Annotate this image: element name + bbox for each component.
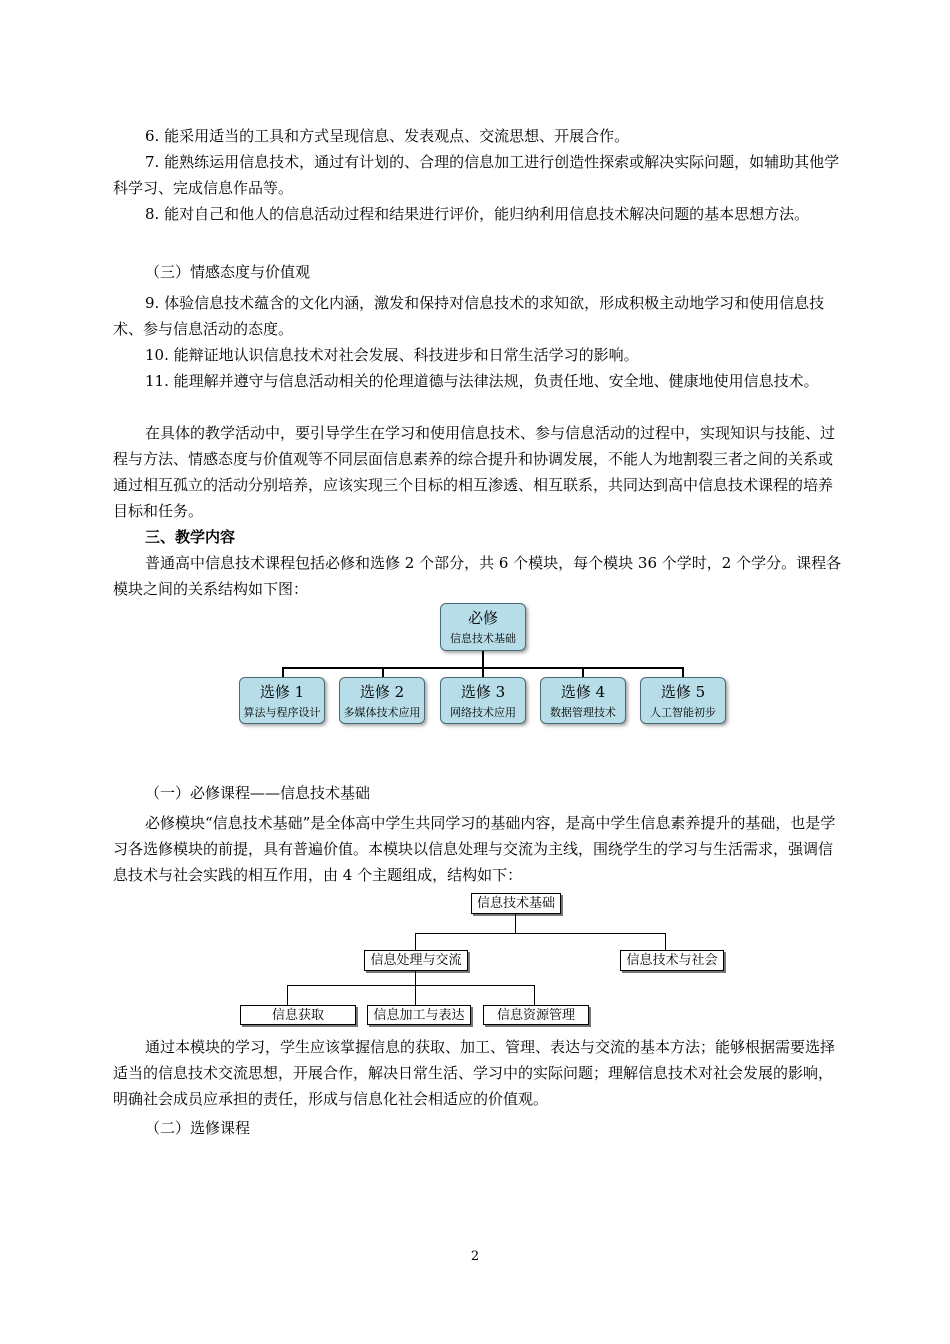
goal-item-7: 7. 能熟练运用信息技术，通过有计划的、合理的信息加工进行创造性探索或解决实际问题，如辅助其他学科学习、完成信息作品等。 — [113, 153, 840, 197]
connector-line — [534, 985, 535, 1005]
module-title: 必修 — [467, 609, 498, 627]
goal-item-9: 9. 体验信息技术蕴含的文化内涵，激发和保持对信息技术的求知欲，形成积极主动地学习和使用信息技术、参与信息活动的态度。 — [113, 294, 825, 338]
module-elective-3-box — [440, 677, 526, 724]
topic-root-box: 信息技术基础 — [471, 893, 561, 914]
goal-item-10: 10. 能辩证地认识信息技术对社会发展、科技进步和日常生活学习的影响。 — [145, 346, 639, 364]
connector-line — [665, 933, 666, 950]
topic-info-processing-expression-box: 信息加工与表达 — [367, 1005, 471, 1025]
connector-line — [482, 651, 484, 668]
module-elective-5-box — [640, 677, 726, 724]
module-title: 选修 2 — [359, 683, 405, 701]
topic-info-acquisition-box: 信息获取 — [240, 1005, 356, 1025]
module-subtitle: 多媒体技术应用 — [343, 706, 421, 719]
module-required-box — [440, 603, 526, 651]
connector-line — [415, 971, 416, 1005]
module-subtitle: 人工智能初步 — [650, 706, 716, 719]
module-title: 选修 5 — [660, 683, 706, 701]
goal-item-11: 11. 能理解并遵守与信息活动相关的伦理道德与法律法规，负责任地、安全地、健康地使用信息技术。 — [145, 372, 819, 390]
module-elective-1-box — [239, 677, 325, 724]
section-heading-content: 三、教学内容 — [145, 528, 236, 546]
module-title: 选修 3 — [460, 683, 506, 701]
module-subtitle: 信息技术基础 — [450, 632, 516, 645]
summary-paragraph: 在具体的教学活动中，要引导学生在学习和使用信息技术、参与信息活动的过程中，实现知识与技能、过程与方法、情感态度与价值观等不同层面信息素养的综合提升和协调发展，不能人为地割裂三者之间的关系或通过相互孤立的活动分别培养，应该实现三个目标的相互渗透、相互联系，共同达到高中信息技术课程的培养目标和任务。 — [113, 424, 836, 520]
module-subtitle: 算法与程序设计 — [243, 706, 321, 719]
connector-line — [287, 985, 288, 1005]
connector-line — [415, 933, 416, 950]
subsection-heading-elective: （二）选修课程 — [145, 1119, 251, 1137]
module-subtitle: 数据管理技术 — [550, 706, 616, 719]
connector-line — [415, 933, 666, 934]
connector-line — [287, 985, 535, 986]
module-title: 选修 1 — [259, 683, 305, 701]
module-subtitle: 网络技术应用 — [450, 706, 516, 719]
goal-item-6: 6. 能采用适当的工具和方式呈现信息、发表观点、交流思想、开展合作。 — [145, 127, 630, 145]
section3-intro: 普通高中信息技术课程包括必修和选修 2 个部分，共 6 个模块，每个模块 36 个学时，2 个学分。课程各模块之间的关系结构如下图： — [113, 554, 842, 598]
module-elective-2-box — [339, 677, 425, 724]
page-number: 2 — [470, 1249, 480, 1264]
topic-info-processing-box: 信息处理与交流 — [364, 950, 468, 971]
module-elective-4-box — [540, 677, 626, 724]
required-module-paragraph: 必修模块“信息技术基础”是全体高中学生共同学习的基础内容，是高中学生信息素养提升的基础，也是学习各选修模块的前提，具有普遍价值。本模块以信息处理与交流为主线，围绕学生的学习与生活需求，强调信息技术与社会实践的相互作用，由 4 个主题组成，结构如下： — [113, 814, 836, 884]
learning-outcome-paragraph: 通过本模块的学习，学生应该掌握信息的获取、加工、管理、表达与交流的基本方法；能够根据需要选择适当的信息技术交流思想，开展合作，解决日常生活、学习中的实际问题；理解信息技术对社会发展的影响，明确社会成员应承担的责任，形成与信息化社会相适应的价值观。 — [113, 1038, 836, 1108]
goal-item-8: 8. 能对自己和他人的信息活动过程和结果进行评价，能归纳利用信息技术解决问题的基本思想方法。 — [145, 205, 810, 223]
topic-info-resource-management-box: 信息资源管理 — [483, 1005, 589, 1025]
module-title: 选修 4 — [560, 683, 606, 701]
topic-info-society-box: 信息技术与社会 — [620, 950, 724, 971]
section-heading-attitude: （三）情感态度与价值观 — [145, 263, 311, 281]
subsection-heading-required: （一）必修课程——信息技术基础 — [145, 784, 371, 802]
connector-line — [515, 914, 516, 933]
